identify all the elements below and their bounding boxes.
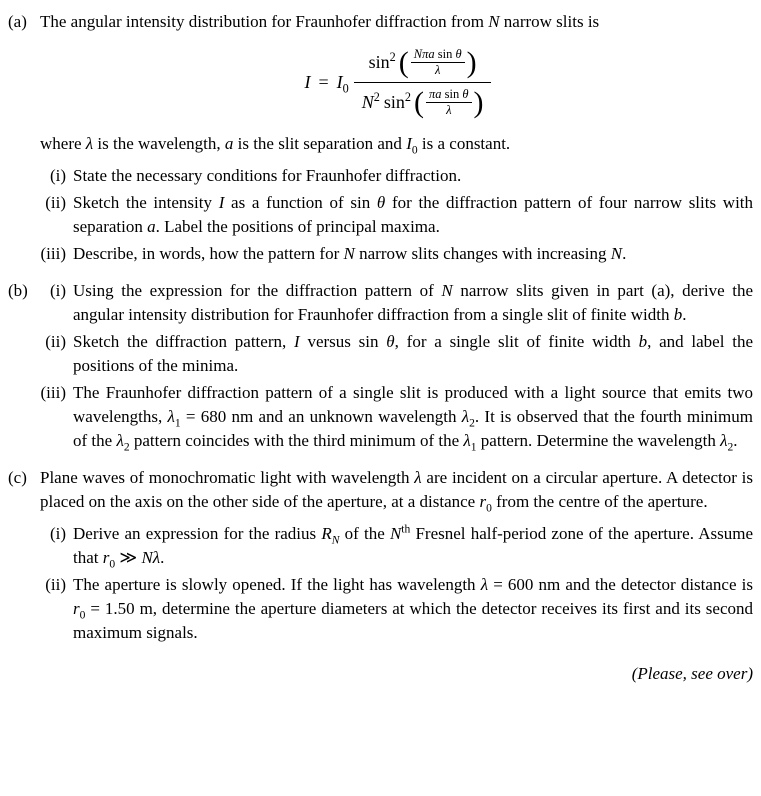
section-c: [8, 466, 753, 645]
section-b-body: [40, 279, 753, 453]
section-a-label: (a): [8, 12, 27, 31]
left-paren: (: [398, 46, 409, 79]
item-text: Describe, in words, how the pattern for N narrow slits changes with increasing N.: [73, 244, 627, 263]
section-c-intro: Plane waves of monochromatic light with wavelength λ are incident on a circular aperture. A detector is placed on the axis on the other side of the aperture, at a distance $r_0$ from the centre of the aperture.: [40, 468, 753, 515]
item-label: (ii): [45, 332, 66, 351]
section-b: [8, 279, 753, 453]
item-text: State the necessary conditions for Fraunhofer diffraction.: [73, 166, 462, 185]
section-b-items: [40, 279, 753, 453]
item-label: (ii): [45, 193, 66, 212]
section-a-intro: The angular intensity distribution for Fraunhofer diffraction from N narrow slits is: [40, 12, 600, 31]
eq-N-squared: $N^2$: [361, 89, 380, 112]
list-item: [40, 330, 753, 378]
item-text: The Fraunhofer diffraction pattern of a single slit is produced with a light source that emits two wavelengths, $\lambda_1 = 680$ nm and an unknown wavelength $\lambda_2$. It is observed that the fourth minimum of the $\lambda_2$ pattern coincides with the third minimum of the $\lambda_1$ pattern. Determine the wavelength $\lambda_2$.: [73, 383, 753, 454]
section-a-body: [40, 10, 753, 266]
list-item: [40, 242, 753, 266]
list-item: [40, 191, 753, 239]
eq-lhs: I: [304, 71, 311, 92]
eq-sin-squared: $\sin^2$: [383, 89, 412, 112]
section-a-items: [40, 164, 753, 266]
section-a: [8, 10, 753, 266]
item-label: (i): [49, 166, 66, 185]
right-paren: ): [473, 86, 484, 119]
eq-sin-squared: $\sin^2$: [368, 49, 396, 72]
left-paren: (: [414, 86, 425, 119]
eq-denominator: [354, 82, 491, 118]
item-label: (i): [49, 524, 66, 543]
eq-main-fraction: [354, 47, 491, 118]
right-paren: ): [466, 46, 477, 79]
list-item: [40, 573, 753, 645]
item-text: Derive an expression for the radius $R_N$ of the $N^{th}$ Fresnel half-period zone of the aperture. Assume that $r_0$ ≫ Nλ.: [73, 522, 754, 571]
section-a-outro: where λ is the wavelength, a is the slit separation and $I_0$ is a constant.: [40, 134, 511, 157]
eq-coefficient: $I_0$: [336, 71, 349, 96]
item-label: (iii): [40, 383, 66, 402]
eq-equals-sign: =: [318, 71, 329, 92]
list-item: [40, 381, 753, 453]
item-text: Using the expression for the diffraction pattern of N narrow slits given in part (a), derive the angular intensity distribution for Fraunhofer diffraction from a single slit of finite width b.: [73, 281, 753, 324]
section-c-label: (c): [8, 468, 27, 487]
section-c-body: [40, 466, 753, 645]
section-c-items: [40, 522, 753, 645]
eq-inner-fraction-bottom: πa sin θ λ: [426, 87, 472, 118]
eq-numerator: [361, 47, 484, 82]
item-label: (iii): [40, 244, 66, 263]
item-text: The aperture is slowly opened. If the light has wavelength λ = 600 nm and the detector distance is $r_0 = 1.50$ m, determine the aperture diameters at which the detector receives its first and its second maximum signals.: [73, 575, 753, 642]
eq-inner-fraction-top: Nπa sin θ λ: [411, 47, 465, 78]
list-item: [40, 279, 753, 327]
item-text: Sketch the intensity I as a function of sin θ for the diffraction pattern of four narrow slits with separation a. Label the positions of principal maxima.: [73, 193, 754, 236]
item-text: Sketch the diffraction pattern, I versus sin θ, for a single slit of finite width b, and label the positions of the minima.: [73, 332, 753, 375]
item-label: (i): [49, 281, 66, 300]
item-label: (ii): [45, 575, 66, 594]
footer-note: (Please, see over): [631, 664, 753, 683]
list-item: [40, 164, 753, 188]
intensity-equation: [40, 47, 753, 118]
section-b-label: (b): [8, 281, 28, 300]
list-item: [40, 522, 753, 570]
